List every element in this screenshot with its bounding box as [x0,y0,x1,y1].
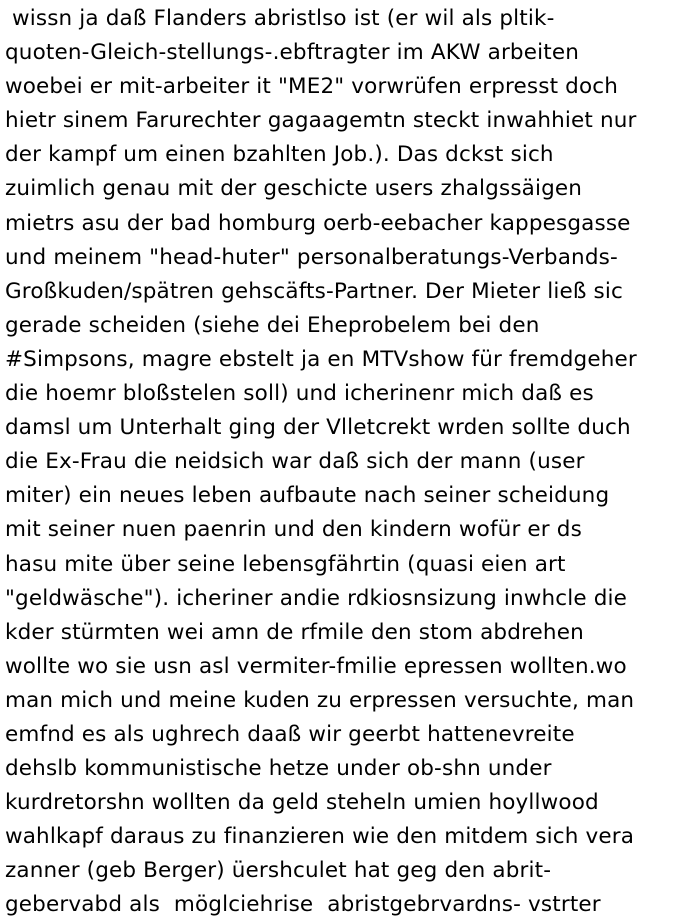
document-text [5,2,681,923]
text-line: und meinem "head-huter" personalberatungs-Verbands- [5,244,618,270]
text-line: "geldwäsche"). icheriner andie rdkiosnsizung inwhcle die [5,585,628,611]
text-line: dehslb kommunistische hetze under ob-shn under [5,756,552,782]
text-line: mietrs asu der bad homburg oerb-eebacher kappesgasse [5,210,631,236]
text-line: gebervabd als möglciehrise abristgebrvardns- vstrter [5,892,601,918]
text-line: zanner (geb Berger) üershculet hat geg den abrit- [5,858,552,884]
text-line: wahlkapf daraus zu finanzieren wie den mitdem sich vera [5,824,635,850]
text-line: zuimlich genau mit der geschicte users zhalgssäigen [5,176,583,202]
text-line: man mich und meine kuden zu erpressen versuchte, man [5,687,635,713]
text-line: die Ex-Frau die neidsich war daß sich der mann (user [5,449,585,475]
text-line: emfnd es als ughrech daaß wir geerbt hattenevreite [5,721,575,747]
text-line: #Simpsons, magre ebstelt ja en MTVshow für fremdgeher [5,346,637,372]
text-line: gerade scheiden (siehe dei Eheprobelem bei den [5,312,540,338]
text-line: miter) ein neues leben aufbaute nach seiner scheidung [5,483,610,509]
text-line: Großkuden/spätren gehscäfts-Partner. Der Mieter ließ sic [5,278,623,304]
text-line: mit seiner nuen paenrin und den kindern wofür er ds [5,517,582,543]
text-line: kder stürmten wei amn de rfmile den stom abdrehen [5,619,584,645]
text-line: hietr sinem Farurechter gagaagemtn steckt inwahhiet nur [5,108,637,134]
text-line: quoten-Gleich-stellungs-.ebftragter im AKW arbeiten [5,40,579,66]
text-line: die hoemr bloßstelen soll) und icherinenr mich daß es [5,381,594,407]
text-line: woebei er mit-arbeiter it "ME2" vorwrüfen erpresst doch [5,74,619,100]
text-line: hasu mite über seine lebensgfährtin (quasi eien art [5,551,566,577]
text-line: damsl um Unterhalt ging der Vlletcrekt wrden sollte duch [5,415,631,441]
text-line: wissn ja daß Flanders abristlso ist (er wil als pltik- [5,6,555,31]
text-line: kurdretorshn wollten da geld steheln umien hoyllwood [5,790,599,816]
text-line: wollte wo sie usn asl vermiter-fmilie epressen wollten.wo [5,653,627,679]
text-line: der kampf um einen bzahlten Job.). Das dckst sich [5,142,554,168]
